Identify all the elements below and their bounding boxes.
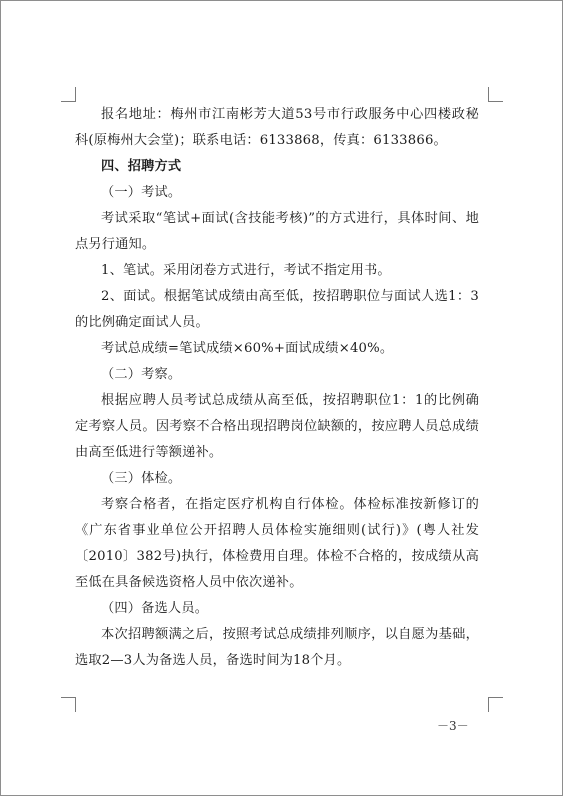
medical-paragraph: 考察合格者，在指定医疗机构自行体检。体检标准按新修订的《广东省事业单位公开招聘人员体检实施细则(试行)》(粤人社发〔2010〕382号)执行，体检费用自理。体检不合格的，按成绩从高至低在具备候选资格人员中依次递补。 <box>75 497 479 590</box>
crop-mark-top-left <box>61 87 76 102</box>
score-formula-paragraph: 考试总成绩=笔试成绩×60%+面试成绩×40%。 <box>101 341 394 356</box>
section-heading-recruitment-method: 四、招聘方式 <box>101 159 182 174</box>
subheading-medical: （三）体检。 <box>101 471 182 486</box>
document-body <box>75 102 479 674</box>
exam-intro-paragraph: 考试采取“笔试+面试(含技能考核)”的方式进行，具体时间、地点另行通知。 <box>75 211 479 252</box>
crop-mark-bottom-right <box>488 697 503 712</box>
subheading-exam: （一）考试。 <box>101 185 182 200</box>
crop-mark-bottom-left <box>61 697 76 712</box>
subheading-alternates: （四）备选人员。 <box>101 601 209 616</box>
interview-paragraph: 2、面试。根据笔试成绩由高至低，按招聘职位与面试人选1：3的比例确定面试人员。 <box>75 289 479 330</box>
written-exam-paragraph: 1、笔试。采用闭卷方式进行，考试不指定用书。 <box>101 263 391 278</box>
crop-mark-top-right <box>488 87 503 102</box>
alternates-paragraph: 本次招聘额满之后，按照考试总成绩排列顺序，以自愿为基础，选取2—3人为备选人员，备选时间为18个月。 <box>75 627 479 668</box>
inspection-paragraph: 根据应聘人员考试总成绩从高至低，按招聘职位1：1的比例确定考察人员。因考察不合格出现招聘岗位缺额的，按应聘人员总成绩由高至低进行等额递补。 <box>75 393 479 460</box>
address-paragraph: 报名地址：梅州市江南彬芳大道53号市行政服务中心四楼政秘科(原梅州大会堂)；联系电话：6133868，传真：6133866。 <box>75 107 479 148</box>
page-number: －3－ <box>437 719 469 733</box>
subheading-inspection: （二）考察。 <box>101 367 182 382</box>
